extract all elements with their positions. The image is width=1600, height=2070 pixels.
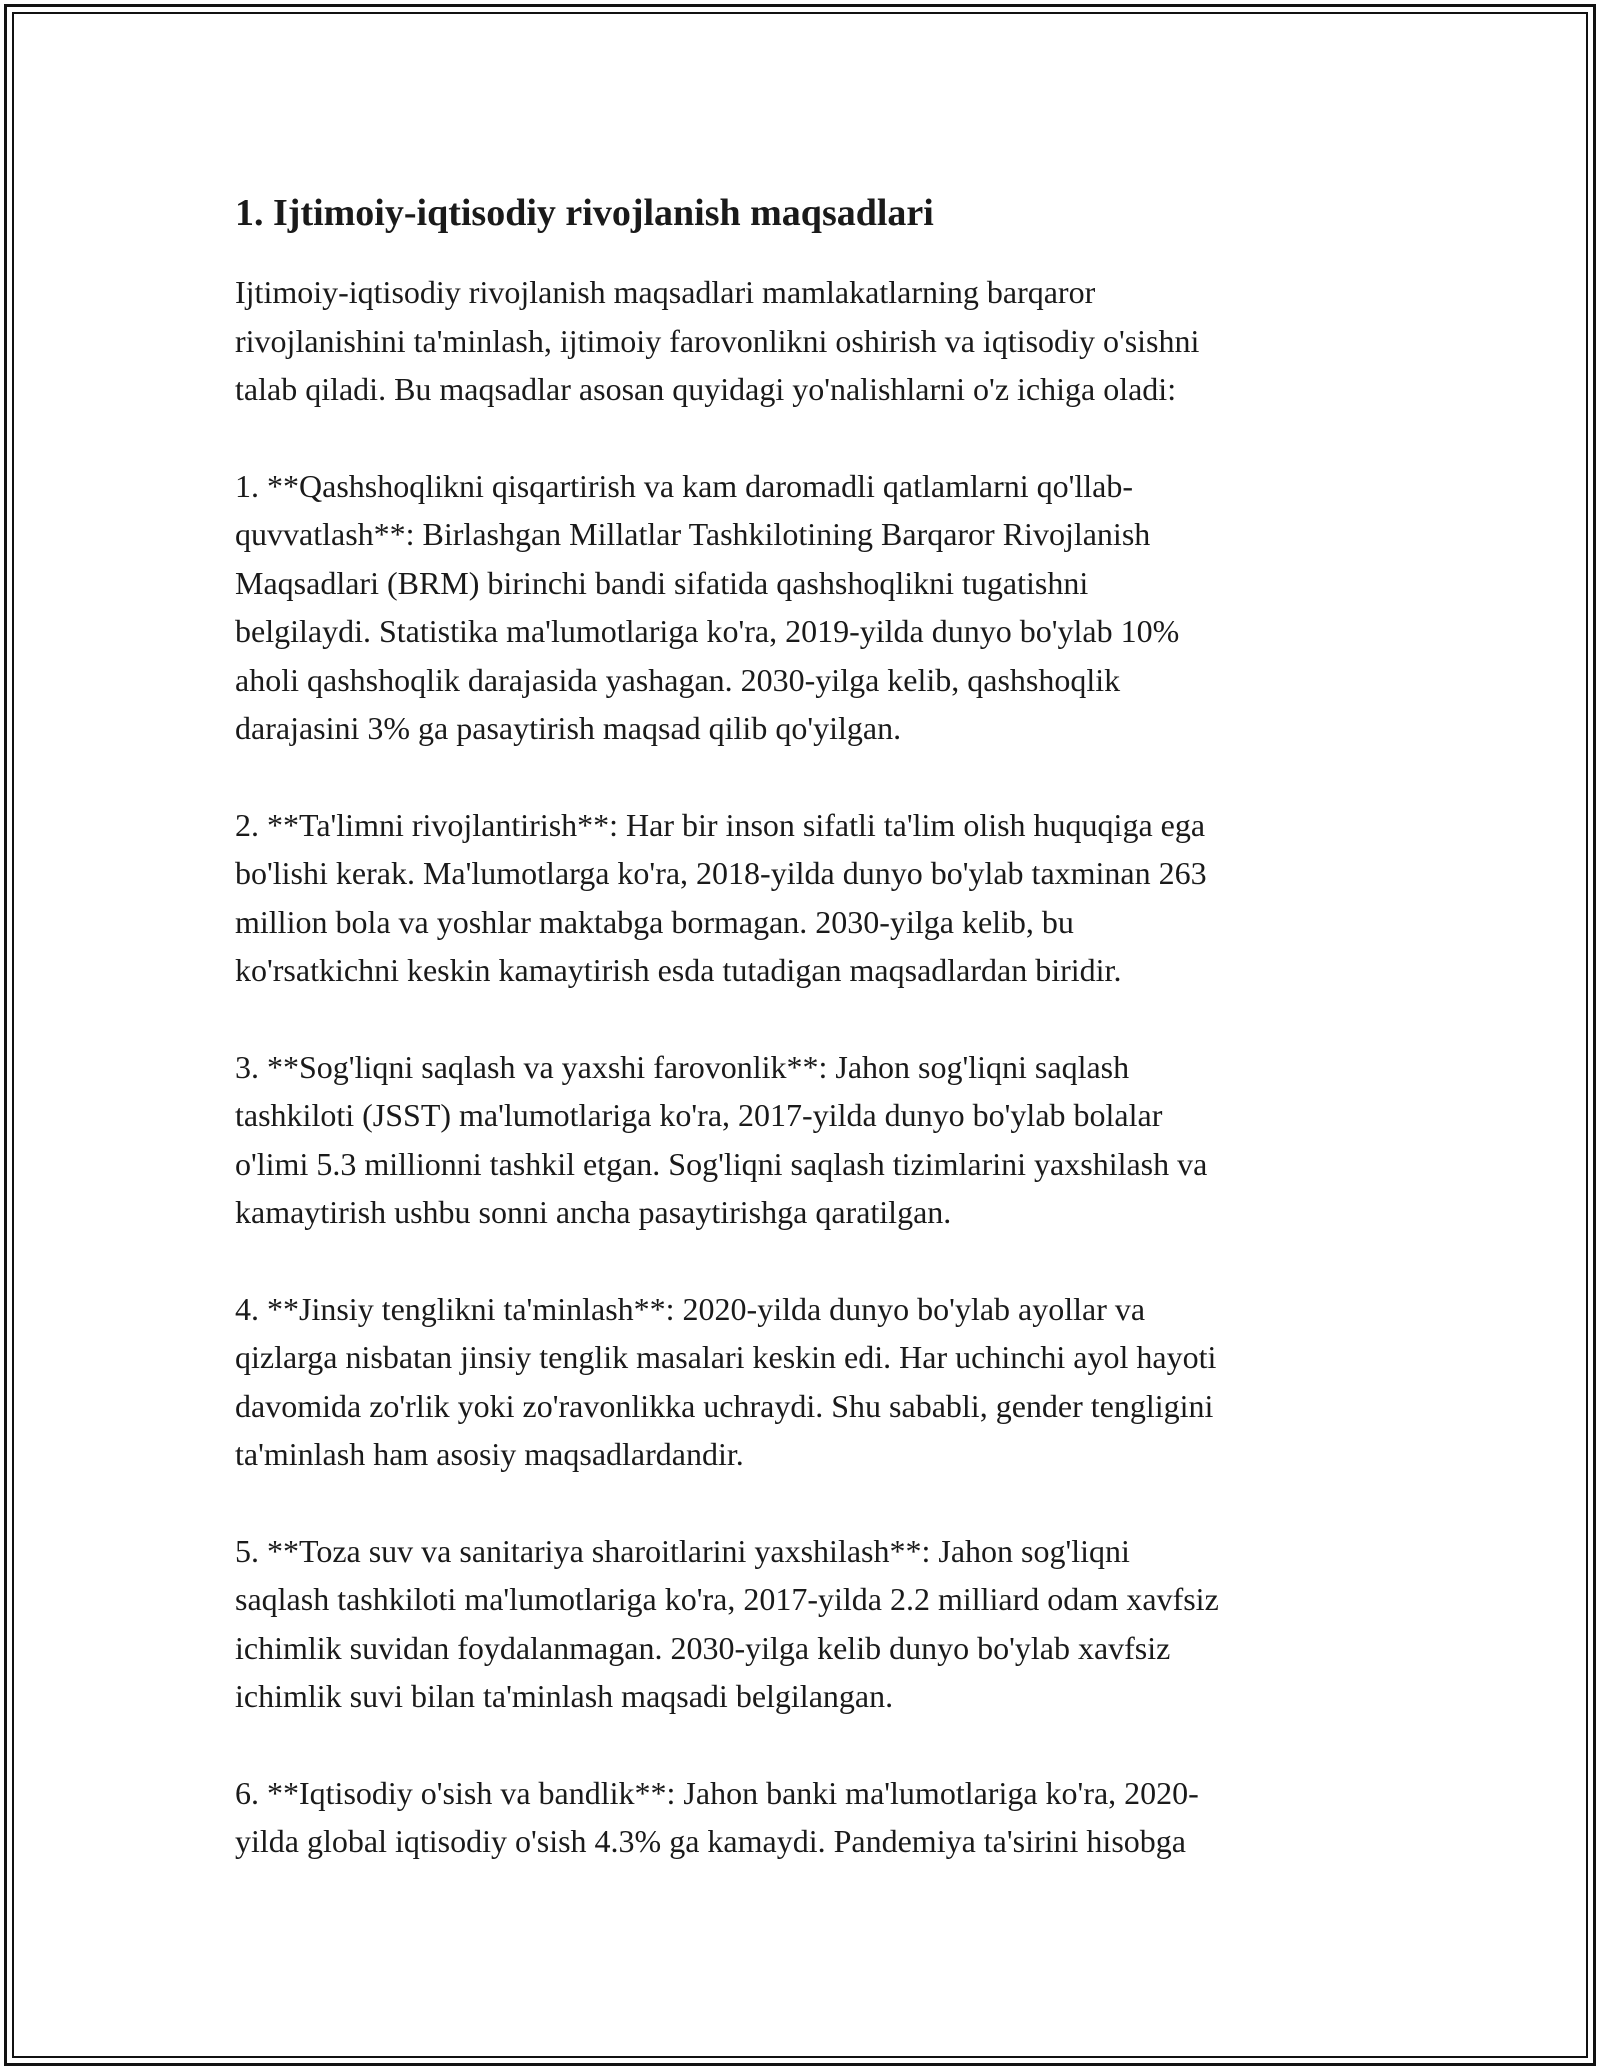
intro-paragraph: Ijtimoiy-iqtisodiy rivojlanish maqsadlari mamlakatlarning barqaror rivojlanishini ta'minlash, ijtimoiy farovonlikni oshirish va iqtisodiy o'sishni talab qiladi. Bu maqsadlar asosan quyidagi yo'nalishlarni o'z ichiga oladi: bbox=[235, 274, 1200, 407]
goal-health-paragraph: 3. **Sog'liqni saqlash va yaxshi farovonlik**: Jahon sog'liqni saqlash tashkiloti (JSST) ma'lumotlariga ko'ra, 2017-yilda dunyo bo'ylab bolalar o'limi 5.3 millionni tashkil etgan. Sog'liqni saqlash tizimlarini yaxshilash va kamaytirish ushbu sonni ancha pasaytirishga qaratilgan. bbox=[235, 1048, 1208, 1230]
goal-clean-water-paragraph: 5. **Toza suv va sanitariya sharoitlarini yaxshilash**: Jahon sog'liqni saqlash tashkiloti ma'lumotlariga ko'ra, 2017-yilda 2.2 milliard odam xavfsiz ichimlik suvidan foydalanmagan. 2030-yilga kelib dunyo bo'ylab xavfsiz ichimlik suvi bilan ta'minlash maqsadi belgilangan. bbox=[235, 1532, 1219, 1714]
goal-economic-growth-paragraph: 6. **Iqtisodiy o'sish va bandlik**: Jahon banki ma'lumotlariga ko'ra, 2020- yilda global iqtisodiy o'sish 4.3% ga kamaydi. Pandemiya ta'sirini hisobga bbox=[235, 1774, 1199, 1859]
goal-education-paragraph: 2. **Ta'limni rivojlantirish**: Har bir inson sifatli ta'lim olish huquqiga ega bo'lishi kerak. Ma'lumotlarga ko'ra, 2018-yilda dunyo bo'ylab taxminan 263 million bola va yoshlar maktabga bormagan. 2030-yilga kelib, bu ko'rsatkichni keskin kamaytirish esda tutadigan maqsadlardan biridir. bbox=[235, 806, 1207, 988]
section-heading: 1. Ijtimoiy-iqtisodiy rivojlanish maqsadlari bbox=[235, 192, 934, 234]
goal-gender-equality-paragraph: 4. **Jinsiy tenglikni ta'minlash**: 2020-yilda dunyo bo'ylab ayollar va qizlarga nisbatan jinsiy tenglik masalari keskin edi. Har uchinchi ayol hayoti davomida zo'rlik yoki zo'ravonlikka uchraydi. Shu sababli, gender tengligini ta'minlash ham asosiy maqsadlardandir. bbox=[235, 1290, 1217, 1472]
document-page bbox=[235, 190, 1370, 1914]
goal-poverty-paragraph: 1. **Qashshoqlikni qisqartirish va kam daromadli qatlamlarni qo'llab- quvvatlash**: Birlashgan Millatlar Tashkilotining Barqaror Rivojlanish Maqsadlari (BRM) birinchi bandi sifatida qashshoqlikni tugatishni belgilaydi. Statistika ma'lumotlariga ko'ra, 2019-yilda dunyo bo'ylab 10% aholi qashshoqlik darajasida yashagan. 2030-yilga kelib, qashshoqlik darajasini 3% ga pasaytirish maqsad qilib qo'yilgan. bbox=[235, 467, 1180, 746]
